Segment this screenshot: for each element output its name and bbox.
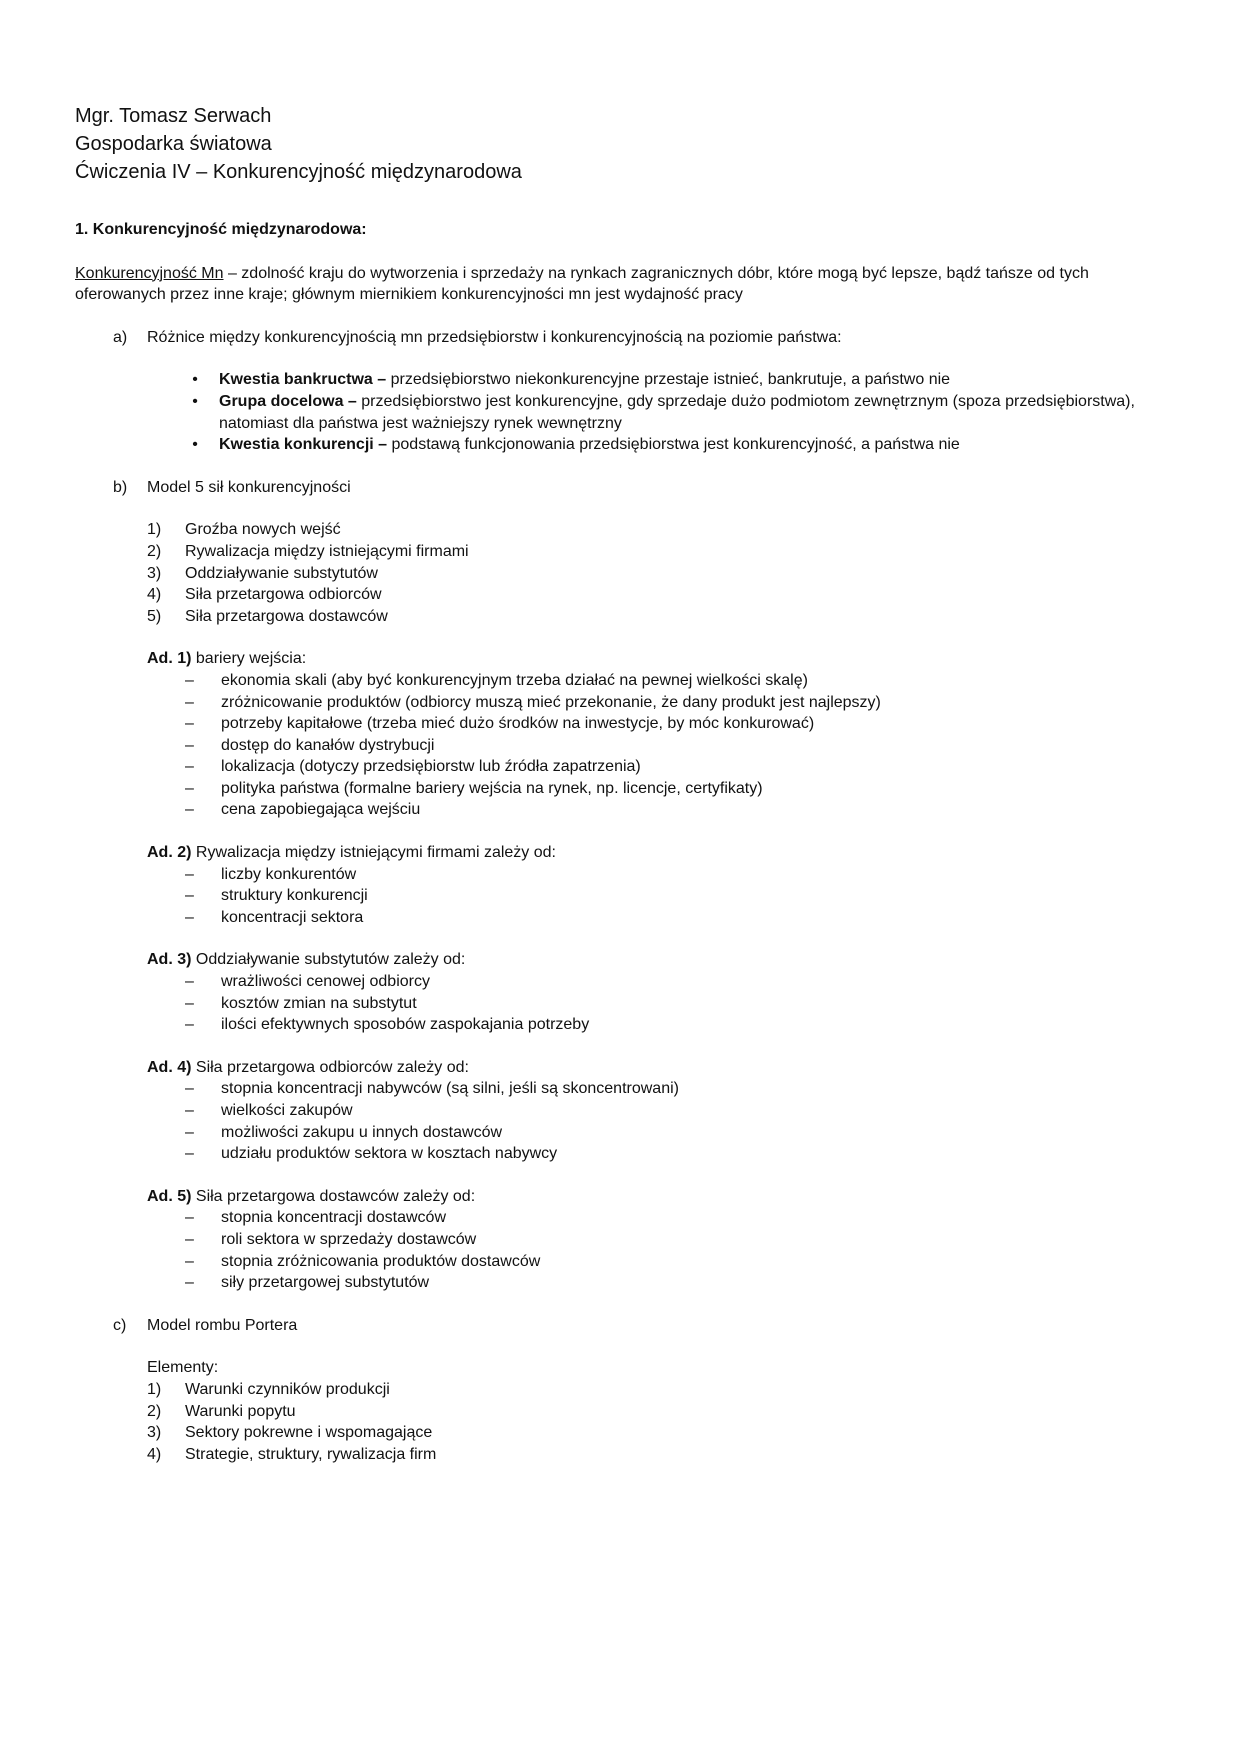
document-header [75,102,1165,186]
ad-title [147,1186,1165,1208]
item-text: dostęp do kanałów dystrybucji [221,736,435,754]
item-text: lokalizacja (dotyczy przedsiębiorstw lub źródła zapatrzenia) [221,758,641,776]
bullet-term: Kwestia konkurencji – [219,436,388,454]
list-item [147,606,1165,628]
item-text: Warunki czynników produkcji [185,1380,390,1398]
dash-icon: – [185,1252,194,1270]
document-page [75,102,1165,1465]
ad-block-3 [75,949,1165,1035]
dash-list [147,670,1165,821]
list-item [185,391,1165,434]
item-text: stopnia zróżnicowania produktów dostawców [221,1252,541,1270]
course-line: Gospodarka światowa [75,133,272,155]
item-number: 2) [147,1402,162,1420]
point-title: Różnice między konkurencyjnością mn przedsiębiorstw i konkurencyjnością na poziomie państwa: [147,328,842,346]
item-number: 1) [147,521,162,539]
list-item [185,993,1165,1015]
item-text: zróżnicowanie produktów (odbiorcy muszą mieć przekonanie, że dany produkt jest najlepszy) [221,693,881,711]
dash-icon: – [185,801,194,819]
item-text: możliwości zakupu u innych dostawców [221,1123,503,1141]
list-item [147,1401,1165,1423]
dash-list [147,1207,1165,1293]
bullet-text: podstawą funkcjonowania przedsiębiorstwa jest konkurencyjność, a państwa nie [387,436,960,454]
section-title: 1. Konkurencyjność międzynarodowa: [75,221,367,238]
item-text: Strategie, struktury, rywalizacja firm [185,1445,437,1463]
item-text: koncentracji sektora [221,908,364,926]
list-item [147,1422,1165,1444]
bullet-text: przedsiębiorstwo niekonkurencyjne przestaje istnieć, bankrutuje, a państwo nie [386,371,951,389]
dash-icon: – [185,1230,194,1248]
list-item [147,541,1165,563]
item-text: roli sektora w sprzedaży dostawców [221,1230,477,1248]
item-text: liczby konkurentów [221,865,357,883]
item-text: Oddziaływanie substytutów [185,564,378,582]
list-item [185,864,1165,886]
ad-title [147,842,1165,864]
item-text: stopnia koncentracji nabywców (są silni, jeśli są skoncentrowani) [221,1080,679,1098]
dash-icon: – [185,1274,194,1292]
list-item [185,434,1165,456]
item-text: ilości efektywnych sposobów zaspokajania potrzeby [221,1016,590,1034]
bullet-term: Grupa docelowa – [219,392,357,410]
point-letter: b) [113,478,128,496]
ad-title [147,1057,1165,1079]
list-item [185,1143,1165,1165]
dash-icon: – [185,865,194,883]
list-item [147,1444,1165,1466]
intro-paragraph [75,263,1165,306]
dash-icon: – [185,693,194,711]
point-letter: c) [113,1316,127,1334]
item-text: potrzeby kapitałowe (trzeba mieć dużo środków na inwestycje, by móc konkurować) [221,715,815,733]
dash-icon: – [185,779,194,797]
bullet-icon: • [192,436,198,454]
item-number: 2) [147,542,162,560]
ad-title-text: Siła przetargowa dostawców zależy od: [191,1187,476,1205]
item-text: Rywalizacja między istniejącymi firmami [185,542,469,560]
list-item [185,369,1165,391]
list-item [185,1100,1165,1122]
dash-icon: – [185,973,194,991]
item-number: 1) [147,1380,162,1398]
point-a [75,327,1165,349]
ad-title-text: bariery wejścia: [191,650,307,668]
dash-icon: – [185,1123,194,1141]
list-item [147,1379,1165,1401]
ad-title [147,648,1165,670]
ad-label: Ad. 5) [147,1187,192,1205]
list-item [185,1122,1165,1144]
item-text: struktury konkurencji [221,887,368,905]
point-c [75,1315,1165,1337]
list-item [185,692,1165,714]
point-title: Model rombu Portera [147,1316,298,1334]
point-title: Model 5 sił konkurencyjności [147,478,351,496]
dash-icon: – [185,994,194,1012]
dash-icon: – [185,671,194,689]
list-item [185,1207,1165,1229]
item-text: stopnia koncentracji dostawców [221,1209,447,1227]
item-text: wielkości zakupów [221,1102,353,1119]
topic-line: Ćwiczenia IV – Konkurencyjność międzynarodowa [75,161,522,183]
item-text: cena zapobiegająca wejściu [221,801,421,819]
dash-icon: – [185,1145,194,1163]
author-line: Mgr. Tomasz Serwach [75,105,272,127]
dash-icon: – [185,908,194,926]
dash-icon: – [185,1016,194,1034]
item-number: 4) [147,586,162,604]
bullet-icon: • [192,371,198,389]
list-item [185,756,1165,778]
forces-list [75,519,1165,627]
list-item [185,778,1165,800]
ad-title [147,949,1165,971]
intro-term: Konkurencyjność Mn [75,264,224,282]
ad-block-4 [75,1057,1165,1165]
item-text: siły przetargowej substytutów [221,1274,430,1292]
dash-icon: – [185,1102,194,1119]
intro-text: – zdolność kraju do wytworzenia i sprzedaży na rynkach zagranicznych dóbr, które mogą być lepsze, bądź tańsze od tych oferowanych przez inne kraje; głównym miernikiem konkurencyjności mn jest wydajność pracy [75,264,1089,304]
list-item [185,1229,1165,1251]
list-item [185,885,1165,907]
item-number: 3) [147,564,162,582]
list-item [185,713,1165,735]
ad-label: Ad. 2) [147,844,192,862]
ad-title-text: Siła przetargowa odbiorców zależy od: [191,1058,469,1076]
list-item [147,563,1165,585]
list-item [185,1014,1165,1036]
ad-label: Ad. 4) [147,1058,192,1076]
list-item [185,907,1165,929]
list-item [185,971,1165,993]
dash-list [147,1078,1165,1164]
dash-icon: – [185,1080,194,1098]
ad-title-text: Rywalizacja między istniejącymi firmami zależy od: [191,844,556,862]
elements-list [75,1379,1165,1465]
item-text: polityka państwa (formalne bariery wejścia na rynek, np. licencje, certyfikaty) [221,779,763,797]
item-number: 4) [147,1445,162,1463]
dash-list [147,864,1165,929]
dash-list [147,971,1165,1036]
list-item [185,1272,1165,1294]
dash-icon: – [185,736,194,754]
dash-icon: – [185,758,194,776]
list-item [185,799,1165,821]
elements-label: Elementy: [147,1359,219,1377]
item-text: Siła przetargowa odbiorców [185,586,382,604]
item-number: 3) [147,1424,162,1442]
item-text: Siła przetargowa dostawców [185,607,388,625]
list-item [147,519,1165,541]
item-text: wrażliwości cenowej odbiorcy [221,973,430,991]
point-letter: a) [113,328,128,346]
list-item [185,670,1165,692]
ad-block-2 [75,842,1165,928]
bullet-term: Kwestia bankructwa – [219,371,387,389]
list-item [147,584,1165,606]
ad-label: Ad. 3) [147,951,192,969]
ad-title-text: Oddziaływanie substytutów zależy od: [191,951,466,969]
dash-icon: – [185,1209,194,1227]
list-item [185,1251,1165,1273]
list-item [185,735,1165,757]
point-b [75,477,1165,499]
bullet-list [75,369,1165,455]
item-number: 5) [147,607,162,625]
ad-label: Ad. 1) [147,650,192,668]
item-text: Warunki popytu [185,1402,296,1420]
item-text: ekonomia skali (aby być konkurencyjnym trzeba działać na pewnej wielkości skalę) [221,671,808,689]
item-text: udziału produktów sektora w kosztach nabywcy [221,1145,558,1163]
dash-icon: – [185,715,194,733]
bullet-icon: • [192,392,198,410]
item-text: Sektory pokrewne i wspomagające [185,1424,433,1442]
item-text: kosztów zmian na substytut [221,994,417,1012]
item-text: Groźba nowych wejść [185,521,341,539]
ad-block-5 [75,1186,1165,1294]
list-item [185,1078,1165,1100]
dash-icon: – [185,887,194,905]
ad-block-1 [75,648,1165,821]
bullet-text: przedsiębiorstwo jest konkurencyjne, gdy sprzedaje dużo podmiotom zewnętrznym (spoza przedsiębiorstwa), natomiast dla państwa jest ważniejszy rynek wewnętrzny [219,392,1135,432]
